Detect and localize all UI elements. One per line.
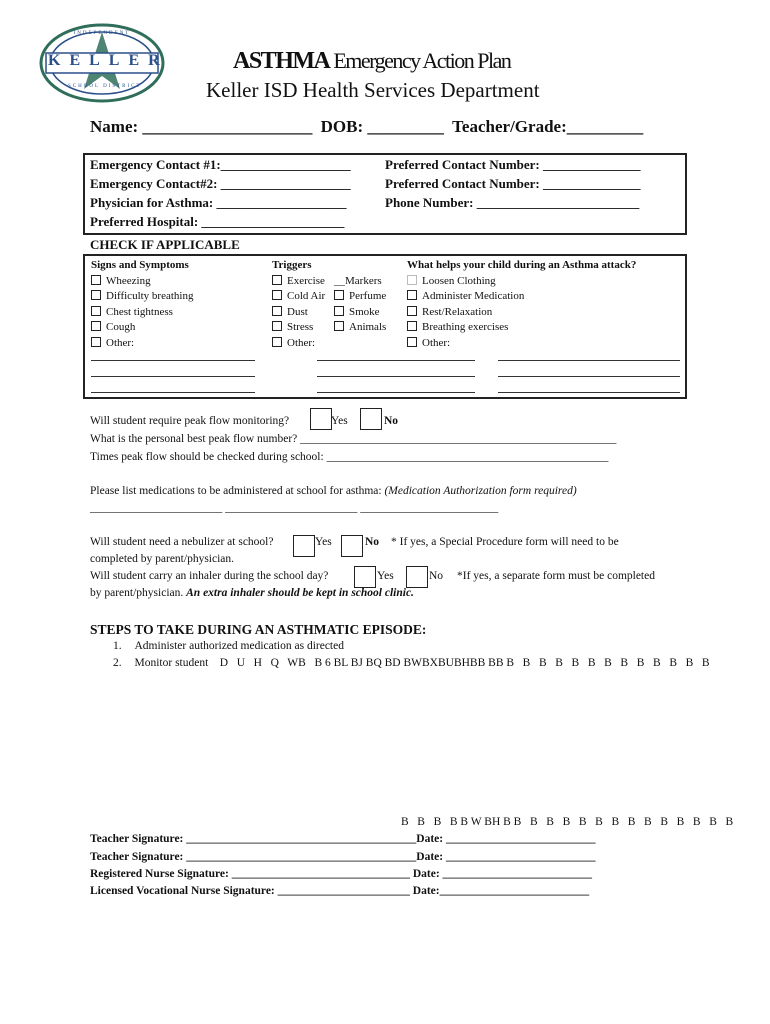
physician-field[interactable]: Physician for Asthma: ____________________ xyxy=(90,195,347,210)
signature-row xyxy=(90,851,595,863)
checkbox[interactable] xyxy=(272,290,282,300)
trigger-item[interactable] xyxy=(272,274,325,290)
help-label: Loosen Clothing xyxy=(422,274,496,287)
title-asthma: ASTHMA xyxy=(233,48,330,74)
triggers-column-2 xyxy=(334,274,386,336)
title-rest: Emergency Action Plan xyxy=(329,48,511,73)
checkbox[interactable] xyxy=(407,337,417,347)
checkbox[interactable] xyxy=(407,290,417,300)
checkbox[interactable] xyxy=(91,275,101,285)
page-subtitle: Keller ISD Health Services Department xyxy=(206,78,540,102)
registered-nurse-signature-field[interactable]: Registered Nurse Signature: _______________________________ xyxy=(90,868,410,880)
medications-prompt xyxy=(90,485,577,497)
peak-flow-yes-checkbox[interactable] xyxy=(310,408,332,430)
other-blank-line[interactable] xyxy=(91,360,255,361)
teacher-signature-field[interactable]: Teacher Signature: ________________________________________ xyxy=(90,851,417,863)
trigger-item[interactable] xyxy=(334,274,386,290)
sign-item[interactable] xyxy=(91,336,193,352)
garbled-text-line: B B B B B W BH B B B B B B B B B B B B B B B xyxy=(401,816,734,828)
helps-column xyxy=(407,258,636,351)
inhaler-note-2 xyxy=(90,587,414,599)
checkbox[interactable] xyxy=(272,321,282,331)
trigger-label: __Markers xyxy=(334,274,382,287)
date-field[interactable]: Date:__________________________ xyxy=(409,885,590,897)
signature-row xyxy=(90,833,595,845)
trigger-label: Animals xyxy=(349,321,387,333)
inhaler-note-plain: by parent/physician. xyxy=(90,587,184,599)
help-label: Rest/Relaxation xyxy=(422,305,493,318)
trigger-label: Cold Air xyxy=(287,290,326,302)
inhaler-yes-label: Yes xyxy=(377,570,394,582)
preferred-contact-number-1-field[interactable]: Preferred Contact Number: _______________ xyxy=(385,157,641,172)
page-title xyxy=(233,48,510,75)
checkbox[interactable] xyxy=(407,321,417,331)
personal-best-field[interactable]: What is the personal best peak flow number? _______________________________________________________ xyxy=(90,433,617,445)
trigger-item[interactable] xyxy=(334,289,386,305)
peak-flow-times-field[interactable]: Times peak flow should be checked during school: _________________________________________________ xyxy=(90,451,609,463)
checkbox[interactable] xyxy=(91,306,101,316)
signature-row xyxy=(90,885,589,897)
nebulizer-yes-checkbox[interactable] xyxy=(293,535,315,557)
trigger-label: Perfume xyxy=(349,290,387,302)
other-blank-line[interactable] xyxy=(91,392,255,393)
lvn-signature-field[interactable]: Licensed Vocational Nurse Signature: _______________________ xyxy=(90,885,410,897)
emergency-contact-2-field[interactable]: Emergency Contact#2: ____________________ xyxy=(90,176,351,191)
other-blank-line[interactable] xyxy=(317,360,475,361)
other-blank-line[interactable] xyxy=(317,376,475,377)
dob-field[interactable]: DOB: _________ xyxy=(320,117,444,136)
step-number: 2. xyxy=(113,657,122,669)
checkbox[interactable] xyxy=(272,306,282,316)
nebulizer-no-checkbox[interactable] xyxy=(341,535,363,557)
date-field[interactable]: Date: __________________________ xyxy=(416,833,596,845)
other-blank-line[interactable] xyxy=(317,392,475,393)
nebulizer-note: * If yes, a Special Procedure form will need to be xyxy=(391,536,619,548)
trigger-item[interactable] xyxy=(334,320,386,336)
nebulizer-note-2: completed by parent/physician. xyxy=(90,553,235,565)
inhaler-no-checkbox[interactable] xyxy=(406,566,428,588)
signs-header: Signs and Symptoms xyxy=(91,259,189,271)
trigger-item[interactable] xyxy=(272,305,325,321)
step-text: Administer authorized medication as directed xyxy=(134,640,344,652)
checkbox[interactable] xyxy=(272,275,282,285)
medication-blanks[interactable]: _______________________ _______________________ ________________________ xyxy=(90,502,499,514)
checkbox[interactable] xyxy=(91,337,101,347)
date-field[interactable]: Date: __________________________ xyxy=(409,868,593,880)
name-field[interactable]: Name: ____________________ xyxy=(90,117,313,136)
nebulizer-yes-label: Yes xyxy=(315,536,332,548)
sign-label: Chest tightness xyxy=(106,305,173,318)
sign-label: Wheezing xyxy=(106,274,151,287)
help-item[interactable] xyxy=(407,289,636,305)
medications-label: Please list medications to be administered at school for asthma: xyxy=(90,485,382,497)
inhaler-note-emphasis: An extra inhaler should be kept in school clinic. xyxy=(186,587,414,599)
sign-label: Difficulty breathing xyxy=(106,290,194,302)
signs-column xyxy=(91,258,193,351)
peak-flow-no-checkbox[interactable] xyxy=(360,408,382,430)
sign-item[interactable] xyxy=(91,320,193,336)
step-item xyxy=(113,657,710,669)
signature-row xyxy=(90,868,592,880)
sign-label: Cough xyxy=(106,321,136,333)
sign-item[interactable] xyxy=(91,274,193,290)
teacher-grade-field[interactable]: Teacher/Grade:_________ xyxy=(452,117,644,136)
peak-flow-no-label: No xyxy=(384,415,399,427)
other-blank-line[interactable] xyxy=(498,360,680,361)
inhaler-yes-checkbox[interactable] xyxy=(354,566,376,588)
help-item[interactable] xyxy=(407,274,636,290)
sign-label: Other: xyxy=(106,336,135,349)
check-if-applicable-heading: CHECK IF APPLICABLE xyxy=(90,237,240,252)
trigger-item[interactable] xyxy=(272,320,325,336)
preferred-contact-number-2-field[interactable]: Preferred Contact Number: _______________ xyxy=(385,176,641,191)
keller-isd-logo xyxy=(38,22,169,104)
checkbox[interactable] xyxy=(334,321,344,331)
trigger-label: Smoke xyxy=(349,305,380,318)
step-text: Monitor student D U H Q WB B 6 BL BJ BQ BD BWBXBUBHBB BB B B B B B B B B B B B B B xyxy=(134,657,710,669)
trigger-item[interactable] xyxy=(272,289,325,305)
checkbox[interactable] xyxy=(334,290,344,300)
help-item[interactable] xyxy=(407,320,636,336)
sign-item[interactable] xyxy=(91,289,193,305)
help-item[interactable] xyxy=(407,305,636,321)
other-blank-line[interactable] xyxy=(91,376,255,377)
logo-top-text: INDEPENDENT xyxy=(73,31,131,36)
teacher-signature-field[interactable]: Teacher Signature: ________________________________________ xyxy=(90,833,417,845)
help-label: Breathing exercises xyxy=(422,321,509,333)
trigger-item[interactable] xyxy=(334,305,386,321)
student-info-line xyxy=(90,117,643,137)
checkbox[interactable] xyxy=(91,290,101,300)
help-item[interactable] xyxy=(407,336,636,352)
checkbox[interactable] xyxy=(91,321,101,331)
inhaler-note: *If yes, a separate form must be completed xyxy=(457,570,655,582)
emergency-contact-1-field[interactable]: Emergency Contact #1:____________________ xyxy=(90,157,351,172)
logo-bottom-text: SCHOOL DISTRICT xyxy=(68,84,142,89)
checkbox[interactable] xyxy=(407,306,417,316)
nebulizer-question: Will student need a nebulizer at school? xyxy=(90,536,274,548)
other-blank-line[interactable] xyxy=(498,392,680,393)
peak-flow-yes-label: Yes xyxy=(331,415,348,427)
checkbox[interactable] xyxy=(334,306,344,316)
trigger-label: Exercise xyxy=(287,274,325,287)
other-blank-line[interactable] xyxy=(498,376,680,377)
helps-header: What helps your child during an Asthma attack? xyxy=(407,259,637,271)
inhaler-no-label: No xyxy=(429,570,444,582)
trigger-label: Stress xyxy=(287,321,314,333)
inhaler-question: Will student carry an inhaler during the school day? xyxy=(90,570,329,582)
logo-text: KELLER xyxy=(48,52,169,69)
triggers-header: Triggers xyxy=(272,259,312,271)
sign-item[interactable] xyxy=(91,305,193,321)
trigger-item[interactable] xyxy=(272,336,325,352)
nebulizer-no-label: No xyxy=(365,536,380,548)
date-field[interactable]: Date: __________________________ xyxy=(416,851,596,863)
physician-phone-field[interactable]: Phone Number: _________________________ xyxy=(385,195,640,210)
steps-heading: STEPS TO TAKE DURING AN ASTHMATIC EPISODE: xyxy=(90,622,427,637)
help-label: Administer Medication xyxy=(422,290,525,302)
preferred-hospital-field[interactable]: Preferred Hospital: ______________________ xyxy=(90,214,345,229)
medication-note: (Medication Authorization form required) xyxy=(384,485,577,497)
step-item xyxy=(113,640,344,652)
checkbox[interactable] xyxy=(272,337,282,347)
peak-flow-question: Will student require peak flow monitoring? xyxy=(90,415,290,427)
help-label: Other: xyxy=(422,336,451,349)
triggers-column xyxy=(272,258,325,351)
trigger-label: Other: xyxy=(287,336,316,349)
step-number: 1. xyxy=(113,640,122,652)
trigger-label: Dust xyxy=(287,305,308,318)
checkbox[interactable] xyxy=(407,275,417,285)
